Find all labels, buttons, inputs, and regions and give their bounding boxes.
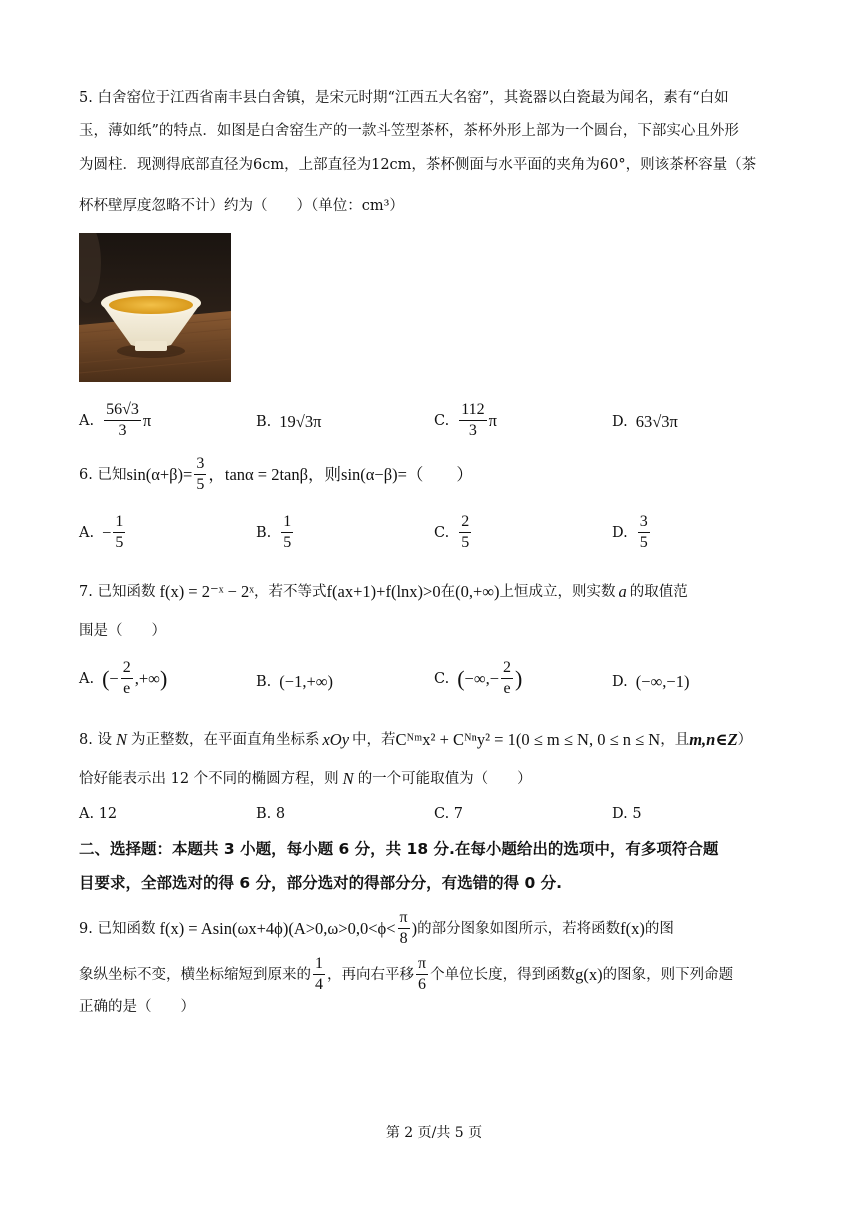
option-value: 19√3π bbox=[279, 412, 322, 431]
q9-function: g(x) bbox=[575, 964, 603, 984]
option-label: D. bbox=[612, 524, 628, 541]
q5-line-3: 为圆柱．现测得底部直径为6cm，上部直径为12cm，茶杯侧面与水平面的夹角为60°，则该茶杯容量（茶 bbox=[79, 157, 757, 173]
fraction-denominator: 5 bbox=[639, 534, 648, 551]
option-label: B. bbox=[256, 524, 272, 541]
fraction-denominator: 3 bbox=[468, 422, 477, 439]
section-2-heading-line-1: 二、选择题：本题共 3 小题，每小题 6 分，共 18 分.在每小题给出的选项中，有多项符合题 bbox=[79, 840, 719, 858]
fraction-denominator: 6 bbox=[418, 976, 427, 993]
q5-option-a[interactable] bbox=[79, 402, 151, 439]
q6-option-d[interactable] bbox=[612, 514, 652, 551]
q8-condition: m,n∈Z bbox=[689, 730, 738, 749]
q7-option-a[interactable] bbox=[79, 660, 167, 697]
fraction-numerator: 3 bbox=[638, 514, 650, 533]
fraction-numerator: 2 bbox=[459, 514, 471, 533]
q7-text: ，若不等式 bbox=[254, 584, 327, 600]
q8-equation: Cᴺᵐx² + Cᴺⁿy² = 1(0 ≤ m ≤ N, 0 ≤ n ≤ N bbox=[395, 730, 661, 749]
fraction bbox=[459, 402, 486, 439]
right-paren: ) bbox=[159, 665, 168, 691]
fraction-denominator: 8 bbox=[399, 930, 408, 947]
fraction bbox=[501, 660, 513, 697]
q7-function: f(x) = 2⁻ˣ − 2ˣ bbox=[159, 582, 255, 601]
q8-option-a[interactable]: A. 12 bbox=[79, 806, 118, 822]
fraction-denominator: e bbox=[123, 680, 131, 697]
option-label: B. bbox=[256, 414, 272, 430]
option-value: −∞,− bbox=[464, 668, 500, 688]
q6-expr-3: sin(α−β)=（ ） bbox=[341, 464, 473, 484]
fraction-denominator: 5 bbox=[196, 476, 205, 493]
fraction-numerator: 2 bbox=[501, 660, 513, 679]
q7-text: 上恒成立，则实数 bbox=[499, 584, 616, 600]
q7-line-1 bbox=[79, 582, 688, 602]
q6-option-a[interactable] bbox=[79, 514, 127, 551]
left-paren: ( bbox=[102, 665, 110, 691]
fraction-numerator: 56√3 bbox=[104, 402, 141, 421]
q7-variable: a bbox=[618, 582, 627, 601]
q9-text: 的图 bbox=[644, 920, 674, 937]
q8-option-c[interactable]: C. 7 bbox=[434, 806, 464, 822]
fraction bbox=[113, 514, 125, 551]
q7-text: 7. 已知函数 bbox=[79, 584, 156, 600]
fraction bbox=[281, 514, 293, 551]
fraction bbox=[313, 956, 325, 993]
fraction-numerator: 2 bbox=[121, 660, 133, 679]
q7-option-b[interactable] bbox=[256, 672, 333, 692]
q8-text: 的一个可能取值为（ ） bbox=[357, 771, 532, 787]
option-label: C. bbox=[434, 670, 450, 687]
q9-text: ) bbox=[411, 918, 418, 938]
q8-option-b[interactable]: B. 8 bbox=[256, 806, 286, 822]
option-value: 63√3π bbox=[635, 412, 678, 431]
fraction bbox=[121, 660, 133, 697]
q8-line-2 bbox=[79, 769, 532, 789]
q7-inequality: f(ax+1)+f(lnx)>0 bbox=[326, 582, 441, 601]
q7-interval: (0,+∞) bbox=[455, 582, 500, 601]
q7-option-c[interactable] bbox=[434, 660, 522, 697]
q9-text: 象纵坐标不变，横坐标缩短到原来的 bbox=[79, 966, 311, 983]
option-label: D. bbox=[612, 674, 628, 690]
q8-text: 恰好能表示出 12 个不同的椭圆方程，则 bbox=[79, 771, 339, 787]
q8-line-1 bbox=[79, 730, 752, 750]
section-2-heading-line-2: 目要求，全部选对的得 6 分，部分选对的得部分分，有选错的得 0 分. bbox=[79, 874, 563, 892]
q7-text: 的取值范 bbox=[629, 584, 688, 600]
q6-expr-2: ，tanα = 2tanβ，则 bbox=[208, 464, 342, 484]
q7-text: 在 bbox=[440, 584, 456, 600]
pi-symbol: π bbox=[142, 410, 152, 430]
q8-coordinate-system: xOy bbox=[322, 730, 350, 749]
fraction-numerator: 1 bbox=[113, 514, 125, 533]
q8-text: 中，若 bbox=[352, 732, 396, 748]
q9-text: ，再向右平移 bbox=[327, 966, 414, 983]
q5-line-2: 玉，薄如纸”的特点．如图是白舍窑生产的一款斗笠型茶杯，茶杯外形上部为一个圆台，下部实心且外形 bbox=[79, 123, 739, 139]
tea-cup-photo bbox=[79, 233, 231, 382]
q5-option-c[interactable] bbox=[434, 402, 497, 439]
q6-stem bbox=[79, 456, 473, 493]
q6-expr-1: sin(α+β)= bbox=[126, 464, 193, 484]
q8-text: 8. 设 bbox=[79, 732, 112, 748]
pi-symbol: π bbox=[488, 410, 497, 430]
fraction-denominator: 5 bbox=[461, 534, 470, 551]
q8-option-d[interactable]: D. 5 bbox=[612, 806, 642, 822]
q5-line-1: 5. 白舍窑位于江西省南丰县白舍镇，是宋元时期“江西五大名窑”，其瓷器以白瓷最为闻名，素有“白如 bbox=[79, 90, 729, 106]
q8-text: 为正整数，在平面直角坐标系 bbox=[130, 732, 320, 748]
fraction bbox=[459, 514, 471, 551]
option-label: A. bbox=[79, 670, 95, 687]
fraction-denominator: 5 bbox=[283, 534, 292, 551]
q9-function: f(x) bbox=[620, 918, 645, 938]
fraction-numerator: 112 bbox=[459, 402, 486, 421]
option-value: (−∞,−1) bbox=[635, 672, 690, 691]
q5-option-b[interactable] bbox=[256, 412, 321, 432]
fraction-denominator: 4 bbox=[315, 976, 323, 993]
q9-line-3: 正确的是（ ） bbox=[79, 999, 195, 1015]
q9-text: 9. 已知函数 bbox=[79, 920, 156, 937]
q9-line-1 bbox=[79, 910, 674, 947]
fraction-numerator: 3 bbox=[194, 456, 206, 475]
q9-text: 的部分图象如图所示，若将函数 bbox=[417, 920, 621, 937]
q7-option-d[interactable] bbox=[612, 672, 689, 692]
fraction bbox=[638, 514, 650, 551]
fraction bbox=[194, 456, 206, 493]
fraction-numerator: 1 bbox=[281, 514, 293, 533]
fraction-numerator: 1 bbox=[313, 956, 325, 975]
q6-prefix: 6. 已知 bbox=[79, 466, 127, 483]
q8-text: ，且 bbox=[660, 732, 690, 748]
option-value: ,+∞ bbox=[134, 668, 160, 688]
q9-function: f(x) = Asin(ωx+4ϕ)(A>0,ω>0,0<ϕ< bbox=[159, 918, 396, 938]
q9-line-2 bbox=[79, 956, 733, 993]
q9-text: 的图象，则下列命题 bbox=[602, 966, 734, 983]
fraction-denominator: 3 bbox=[118, 422, 127, 439]
option-label: C. bbox=[434, 524, 450, 541]
q8-variable: N bbox=[115, 730, 127, 749]
right-paren: ) bbox=[515, 665, 523, 691]
option-value: (−1,+∞) bbox=[279, 672, 334, 691]
option-label: A. bbox=[79, 524, 95, 541]
fraction-numerator: π bbox=[416, 956, 428, 975]
q9-text: 个单位长度，得到函数 bbox=[430, 966, 576, 983]
left-paren: ( bbox=[457, 665, 465, 691]
fraction bbox=[416, 956, 428, 993]
q6-option-b[interactable] bbox=[256, 514, 295, 551]
minus-sign: − bbox=[102, 522, 112, 542]
fraction-denominator: 5 bbox=[115, 534, 124, 551]
page-footer: 第 2 页/共 5 页 bbox=[385, 1125, 483, 1141]
option-label: B. bbox=[256, 674, 272, 690]
option-label: A. bbox=[79, 412, 95, 429]
fraction bbox=[104, 402, 141, 439]
option-value: − bbox=[109, 668, 119, 688]
fraction-numerator: π bbox=[398, 910, 410, 929]
q8-text: ） bbox=[737, 732, 753, 748]
option-label: C. bbox=[434, 412, 450, 429]
q5-line-4: 杯杯壁厚度忽略不计）约为（ ）（单位：cm³） bbox=[79, 198, 404, 214]
tea-cup-image bbox=[79, 233, 231, 382]
option-label: D. bbox=[612, 414, 628, 430]
q6-option-c[interactable] bbox=[434, 514, 473, 551]
q7-line-2: 围是（ ） bbox=[79, 623, 166, 639]
fraction bbox=[398, 910, 410, 947]
q8-variable: N bbox=[342, 769, 354, 788]
fraction-denominator: e bbox=[503, 680, 511, 697]
q5-option-d[interactable] bbox=[612, 412, 678, 432]
